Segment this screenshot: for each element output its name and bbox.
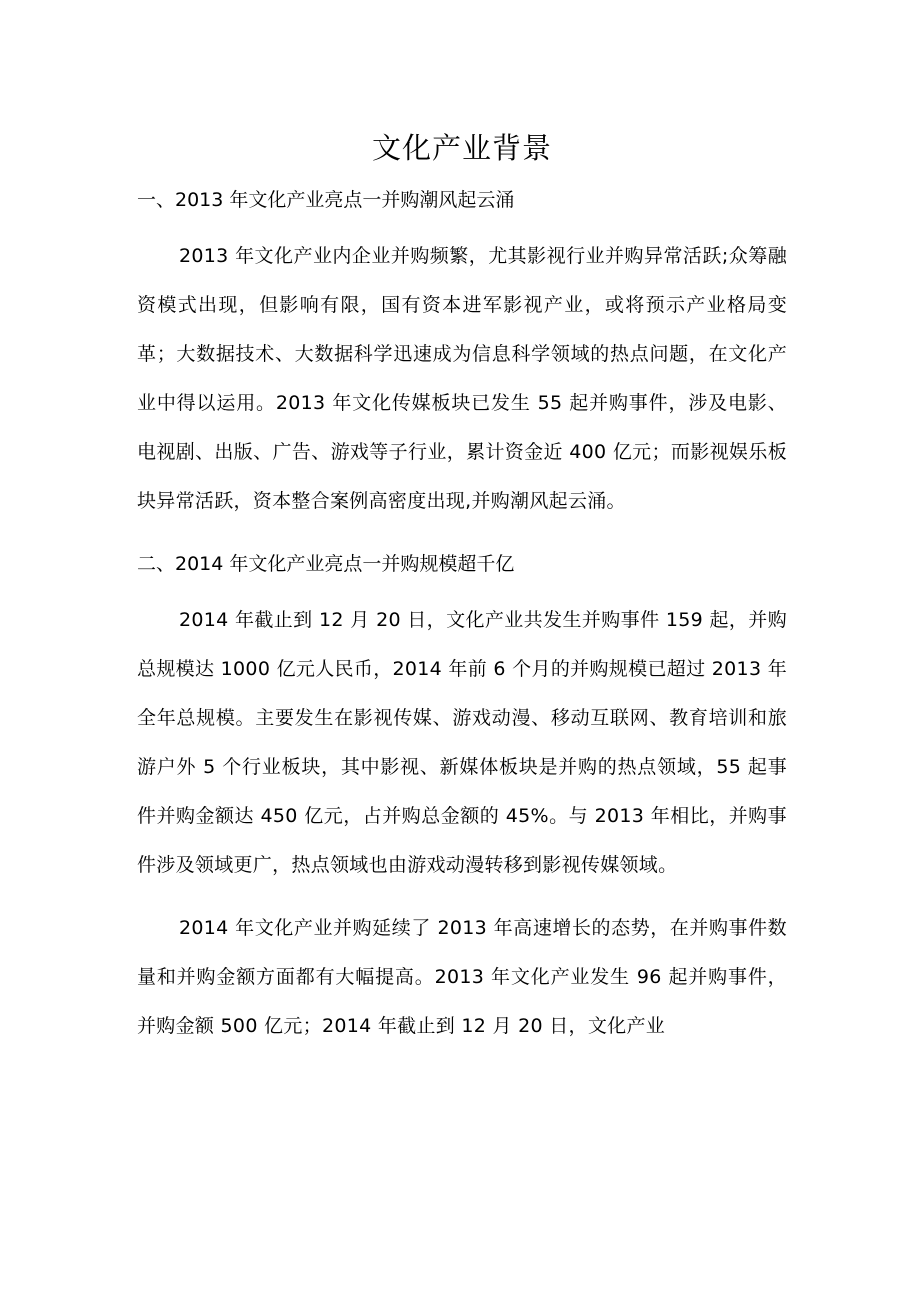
document-body xyxy=(137,122,787,1051)
paragraph-2014-growth: 2014 年文化产业并购延续了 2013 年高速增长的态势，在并购事件数量和并购金额方面都有大幅提高。2013 年文化产业发生 96 起并购事件，并购金额 500 亿元；2014 年截止到 12 月 20 日，文化产业 xyxy=(137,917,787,1037)
paragraph-2013-overview: 2013 年文化产业内企业并购频繁，尤其影视行业并购异常活跃;众筹融资模式出现，但影响有限，国有资本进军影视产业，或将预示产业格局变革；大数据技术、大数据科学迅速成为信息科学领域的热点问题，在文化产业中得以运用。2013 年文化传媒板块已发生 55 起并购事件，涉及电影、电视剧、出版、广告、游戏等子行业，累计资金近 400 亿元；而影视娱乐板块异常活跃，资本整合案例高密度出现,并购潮风起云涌。 xyxy=(137,245,787,512)
section-heading-2013: 一、2013 年文化产业亮点一并购潮风起云涌 xyxy=(137,189,515,211)
document-title: 文化产业背景 xyxy=(371,131,552,165)
paragraph-2014-overview: 2014 年截止到 12 月 20 日，文化产业共发生并购事件 159 起，并购总规模达 1000 亿元人民币，2014 年前 6 个月的并购规模已超过 2013 年全年总规模。主要发生在影视传媒、游戏动漫、移动互联网、教育培训和旅游户外 5 个行业板块，其中影视、新媒体板块是并购的热点领域，55 起事件并购金额达 450 亿元，占并购总金额的 45%。与 2013 年相比，并购事件涉及领域更广，热点领域也由游戏动漫转移到影视传媒领域。 xyxy=(137,609,787,876)
section-heading-2014: 二、2014 年文化产业亮点一并购规模超千亿 xyxy=(137,553,515,575)
